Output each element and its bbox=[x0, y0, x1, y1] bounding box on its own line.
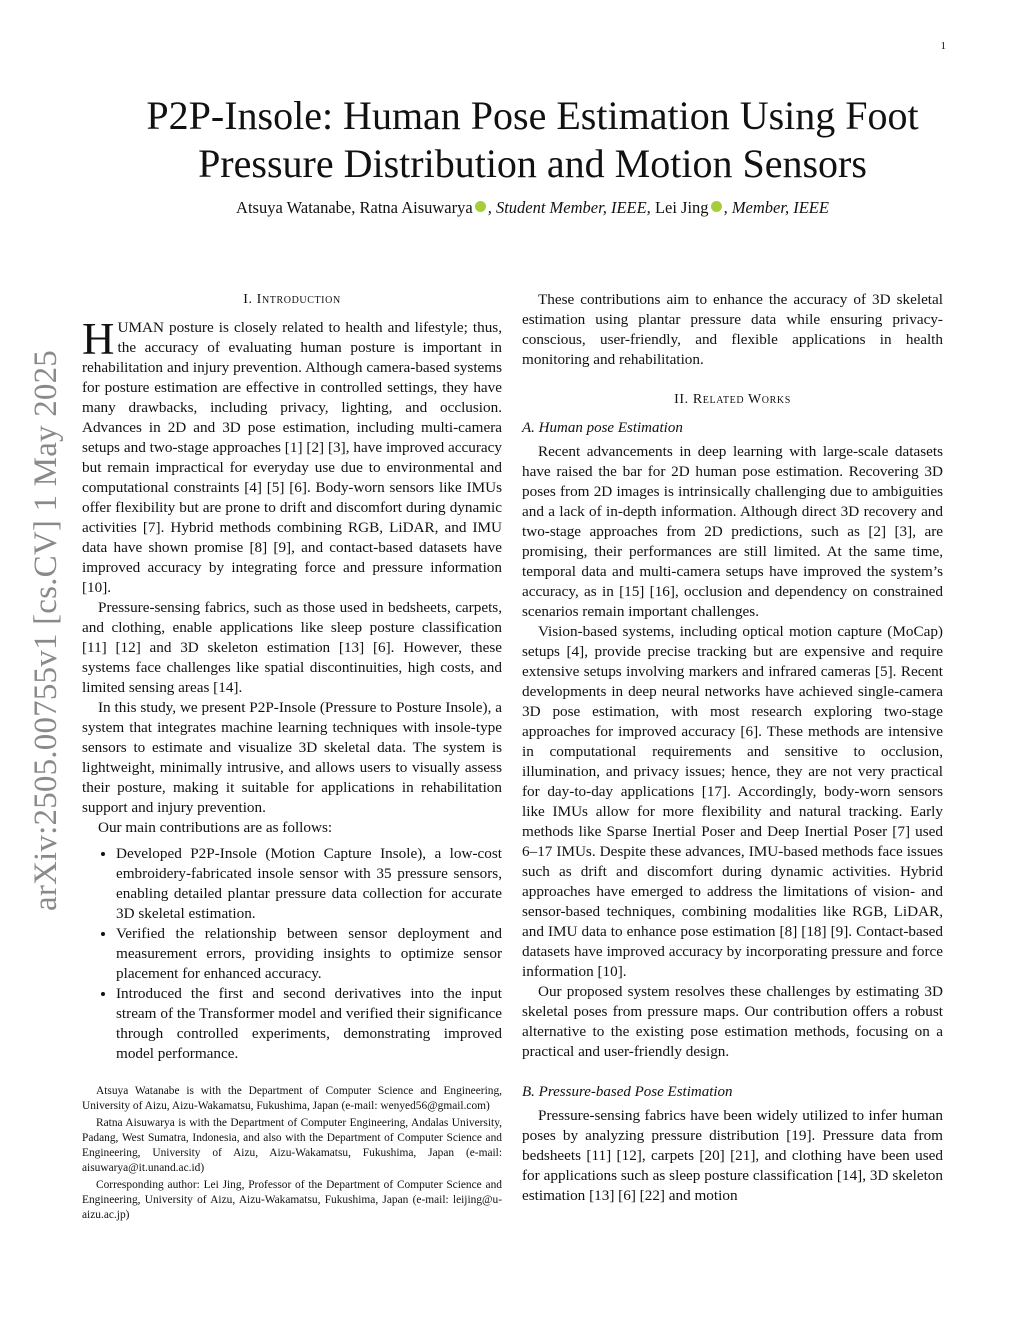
subsection-heading: B. Pressure-based Pose Estimation bbox=[522, 1084, 733, 1100]
orcid-icon[interactable] bbox=[475, 201, 486, 212]
page-number: 1 bbox=[940, 40, 946, 52]
section-heading-introduction: I. Introduction bbox=[243, 292, 341, 307]
footnote: Atsuya Watanabe is with the Department of Computer Science and Engineering, University of Aizu, Aizu-Wakamatsu, Fukushima, Japan (e-mail: wenyed56@gmail.com) bbox=[82, 1085, 502, 1112]
intro-paragraph: These contributions aim to enhance the accuracy of 3D skeletal estimation using plantar pressure data while ensuring privacy-conscious, user-friendly, and flexible applications in health monitoring and rehabilitation. bbox=[522, 291, 943, 368]
related-paragraph: Our proposed system resolves these challenges by estimating 3D skeletal poses from pressure maps. Our contribution offers a robust alternative to the existing pose estimation methods, focusing on a practical and user-friendly design. bbox=[522, 983, 943, 1060]
author-name: Lei Jing bbox=[650, 198, 709, 217]
author-role: , Student Member, IEEE, bbox=[487, 198, 651, 217]
list-item: • Verified the relationship between sensor deployment and measurement errors, providing insights to optimize sensor placement for enhanced accuracy. bbox=[116, 924, 502, 984]
subsection-heading: A. Human pose Estimation bbox=[522, 420, 683, 436]
left-column bbox=[82, 290, 502, 1225]
paper-title bbox=[80, 92, 985, 188]
intro-paragraph: Our main contributions are as follows: bbox=[98, 819, 333, 836]
related-paragraph: Recent advancements in deep learning with large-scale datasets have raised the bar for 2D human pose estimation. Recovering 3D poses from 2D images is intrinsically challenging due to ambiguities and a lack of in-depth information. Although direct 3D recovery and two-stage approaches from 2D predictions, such as [2] [3], are promising, their performances are still limited. At the same time, temporal data and multi-camera setups have improved the system’s accuracy, as in [15] [16], occlusion and dependency on constrained scenarios remain important challenges. bbox=[522, 443, 943, 620]
author-names: Atsuya Watanabe, Ratna Aisuwarya bbox=[236, 198, 473, 217]
footnotes bbox=[82, 1084, 502, 1223]
related-paragraph: Pressure-sensing fabrics have been widely utilized to infer human poses by analyzing pressure distribution [19]. Pressure data from bedsheets [11] [12], carpets [20] [21], and clothing have been used for applications such as sleep posture classification [14], 3D skeleton estimation [13] [6] [22] and motion bbox=[522, 1107, 943, 1204]
author-role: , Member, IEEE bbox=[723, 198, 829, 217]
intro-paragraph: Pressure-sensing fabrics, such as those used in bedsheets, carpets, and clothing, enable applications like sleep posture classification [11] [12] and 3D skeleton estimation [13] [6]. However, these systems face challenges like spatial discontinuities, high costs, and limited sensing areas [14]. bbox=[82, 599, 502, 696]
right-column bbox=[522, 290, 943, 1206]
list-item: • Introduced the first and second derivatives into the input stream of the Transformer model and verified their significance through controlled experiments, demonstrating improved model performance. bbox=[116, 984, 502, 1064]
dropcap-letter: H bbox=[82, 314, 115, 364]
list-item: • Developed P2P-Insole (Motion Capture Insole), a low-cost embroidery-fabricated insole sensor with 35 pressure sensors, enabling detailed plantar pressure data collection for accurate 3D skeletal estimation. bbox=[116, 844, 502, 924]
contribution-list bbox=[82, 844, 502, 1064]
author-line bbox=[80, 198, 985, 218]
orcid-icon[interactable] bbox=[711, 201, 722, 212]
intro-paragraph-text: UMAN posture is closely related to health and lifestyle; thus, the accuracy of evaluating human posture is important in rehabilitation and injury prevention. Although camera-based systems for posture estimation are effective in controlled settings, they have many drawbacks, including privacy, lighting, and occlusion. Advances in 2D and 3D pose estimation, including multi-camera setups and two-stage approaches [1] [2] [3], have improved accuracy but remain impractical for everyday use due to environmental and computational constraints [4] [5] [6]. Body-worn sensors like IMUs offer flexibility but are prone to drift and discomfort during dynamic activities [7]. Hybrid methods combining RGB, LiDAR, and IMU data have shown promise [8] [9], and contact-based datasets have improved accuracy by integrating force and pressure information [10]. bbox=[82, 319, 502, 596]
arxiv-identifier[interactable]: arXiv:2505.00755v1 [cs.CV] 1 May 2025 bbox=[28, 350, 64, 912]
title-line-2: Pressure Distribution and Motion Sensors bbox=[198, 141, 867, 186]
intro-paragraph: In this study, we present P2P-Insole (Pressure to Posture Insole), a system that integrates machine learning techniques with insole-type sensors to estimate and visualize 3D skeletal data. The system is lightweight, minimally intrusive, and allows users to visually assess their posture, making it suitable for applications in rehabilitation support and injury prevention. bbox=[82, 699, 502, 816]
related-paragraph: Vision-based systems, including optical motion capture (MoCap) setups [4], provide precise tracking but are expensive and require extensive setups involving markers and infrared cameras [5]. Recent developments in deep neural networks have achieved single-camera 3D pose estimation, with most research exploring two-stage approaches for improved accuracy [6]. These methods are intensive in computational requirements and sensitive to occlusion, illumination, and privacy issues; hence, they are not very practical for day-to-day applications [17]. Accordingly, body-worn sensors like IMUs allow for more flexibility and natural tracking. Early methods like Sparse Inertial Poser and Deep Inertial Poser [7] used 6–17 IMUs. Despite these advances, IMU-based methods face issues such as drift and discomfort during dynamic activities. Hybrid approaches have emerged to address the limitations of vision- and sensor-based techniques, combining modalities like RGB, LiDAR, and IMU data to enhance pose estimation [8] [18] [9]. Contact-based datasets have improved accuracy by incorporating pressure and force information [10]. bbox=[522, 623, 943, 980]
section-heading-related-works: II. Related Works bbox=[674, 392, 791, 407]
intro-paragraph bbox=[82, 314, 502, 598]
footnote: Ratna Aisuwarya is with the Department of Computer Engineering, Andalas University, Padang, West Sumatra, Indonesia, and also with the Department of Computer Science and Engineering, University of Aizu, Aizu-Wakamatsu, Fukushima, Japan (e-mail: aisuwarya@it.unand.ac.id) bbox=[82, 1117, 502, 1174]
footnote: Corresponding author: Lei Jing, Professor of the Department of Computer Science and Engineering, University of Aizu, Aizu-Wakamatsu, Fukushima, Japan (e-mail: leijing@u-aizu.ac.jp) bbox=[82, 1179, 502, 1221]
title-line-1: P2P-Insole: Human Pose Estimation Using Foot bbox=[146, 93, 919, 138]
